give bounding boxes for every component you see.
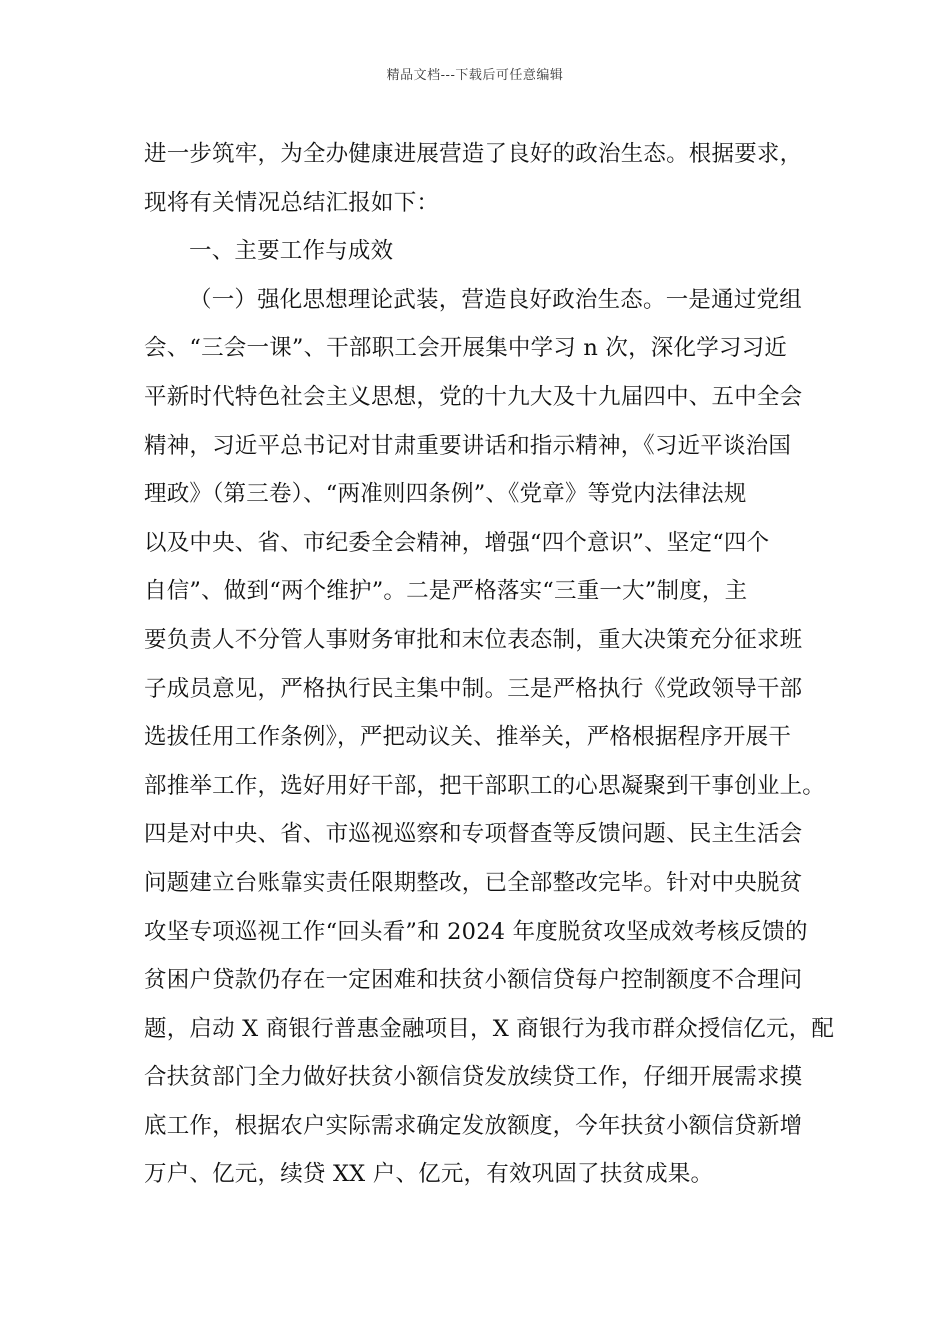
body-line: 理政》（第三卷）、“两准则四条例”、《党章》等党内法律法规 [144, 481, 747, 508]
body-line: 问题建立台账靠实责任限期整改，已全部整改完毕。针对中央脱贫 [144, 869, 803, 896]
body-line: 进一步筑牢，为全办健康进展营造了良好的政治生态。根据要求， [144, 141, 803, 167]
body-line: 贫困户贷款仍存在一定困难和扶贫小额信贷每户控制额度不合理问 [144, 967, 803, 994]
body-line: 题，启动 X 商银行普惠金融项目，X 商银行为我市群众授信亿元，配 [144, 1015, 835, 1042]
page-header: 精品文档---下载后可任意编辑 [386, 68, 564, 83]
body-line: 自信”、做到“两个维护”。二是严格落实“三重一大”制度，主 [144, 578, 748, 605]
body-line: 部推举工作，选好用好干部，把干部职工的心思凝聚到干事创业上。 [144, 772, 826, 799]
body-line: 底工作，根据农户实际需求确定发放额度，今年扶贫小额信贷新增 [144, 1112, 803, 1139]
body-line: 攻坚专项巡视工作“回头看”和 2024 年度脱贫攻坚成效考核反馈的 [144, 918, 808, 945]
body-line: 万户、亿元，续贷 XX 户、亿元，有效巩固了扶贫成果。 [144, 1161, 714, 1188]
body-line: 子成员意见，严格执行民主集中制。三是严格执行《党政领导干部 [144, 675, 803, 702]
body-line: 合扶贫部门全力做好扶贫小额信贷发放续贷工作，仔细开展需求摸 [144, 1064, 803, 1091]
body-line: 现将有关情况总结汇报如下： [144, 189, 440, 216]
subsection-heading-line: （一）强化思想理论武装，营造良好政治生态。一是通过党组 [189, 286, 802, 313]
body-line: 以及中央、省、市纪委全会精神，增强“四个意识”、坚定“四个 [144, 529, 770, 556]
document-body [144, 130, 835, 1199]
body-line: 四是对中央、省、市巡视巡察和专项督查等反馈问题、民主生活会 [144, 821, 803, 848]
body-line: 会、“三会一课”、干部职工会开展集中学习 n 次，深化学习习近 [144, 335, 788, 362]
body-line: 要负责人不分管人事财务审批和末位表态制，重大决策充分征求班 [144, 626, 803, 653]
section-heading: 一、主要工作与成效 [189, 238, 394, 265]
body-line: 平新时代特色社会主义思想，党的十九大及十九届四中、五中全会 [144, 383, 803, 410]
body-line: 选拔任用工作条例》，严把动议关、推举关，严格根据程序开展干 [144, 724, 792, 751]
body-line: 精神，习近平总书记对甘肃重要讲话和指示精神，《习近平谈治国 [144, 432, 792, 459]
